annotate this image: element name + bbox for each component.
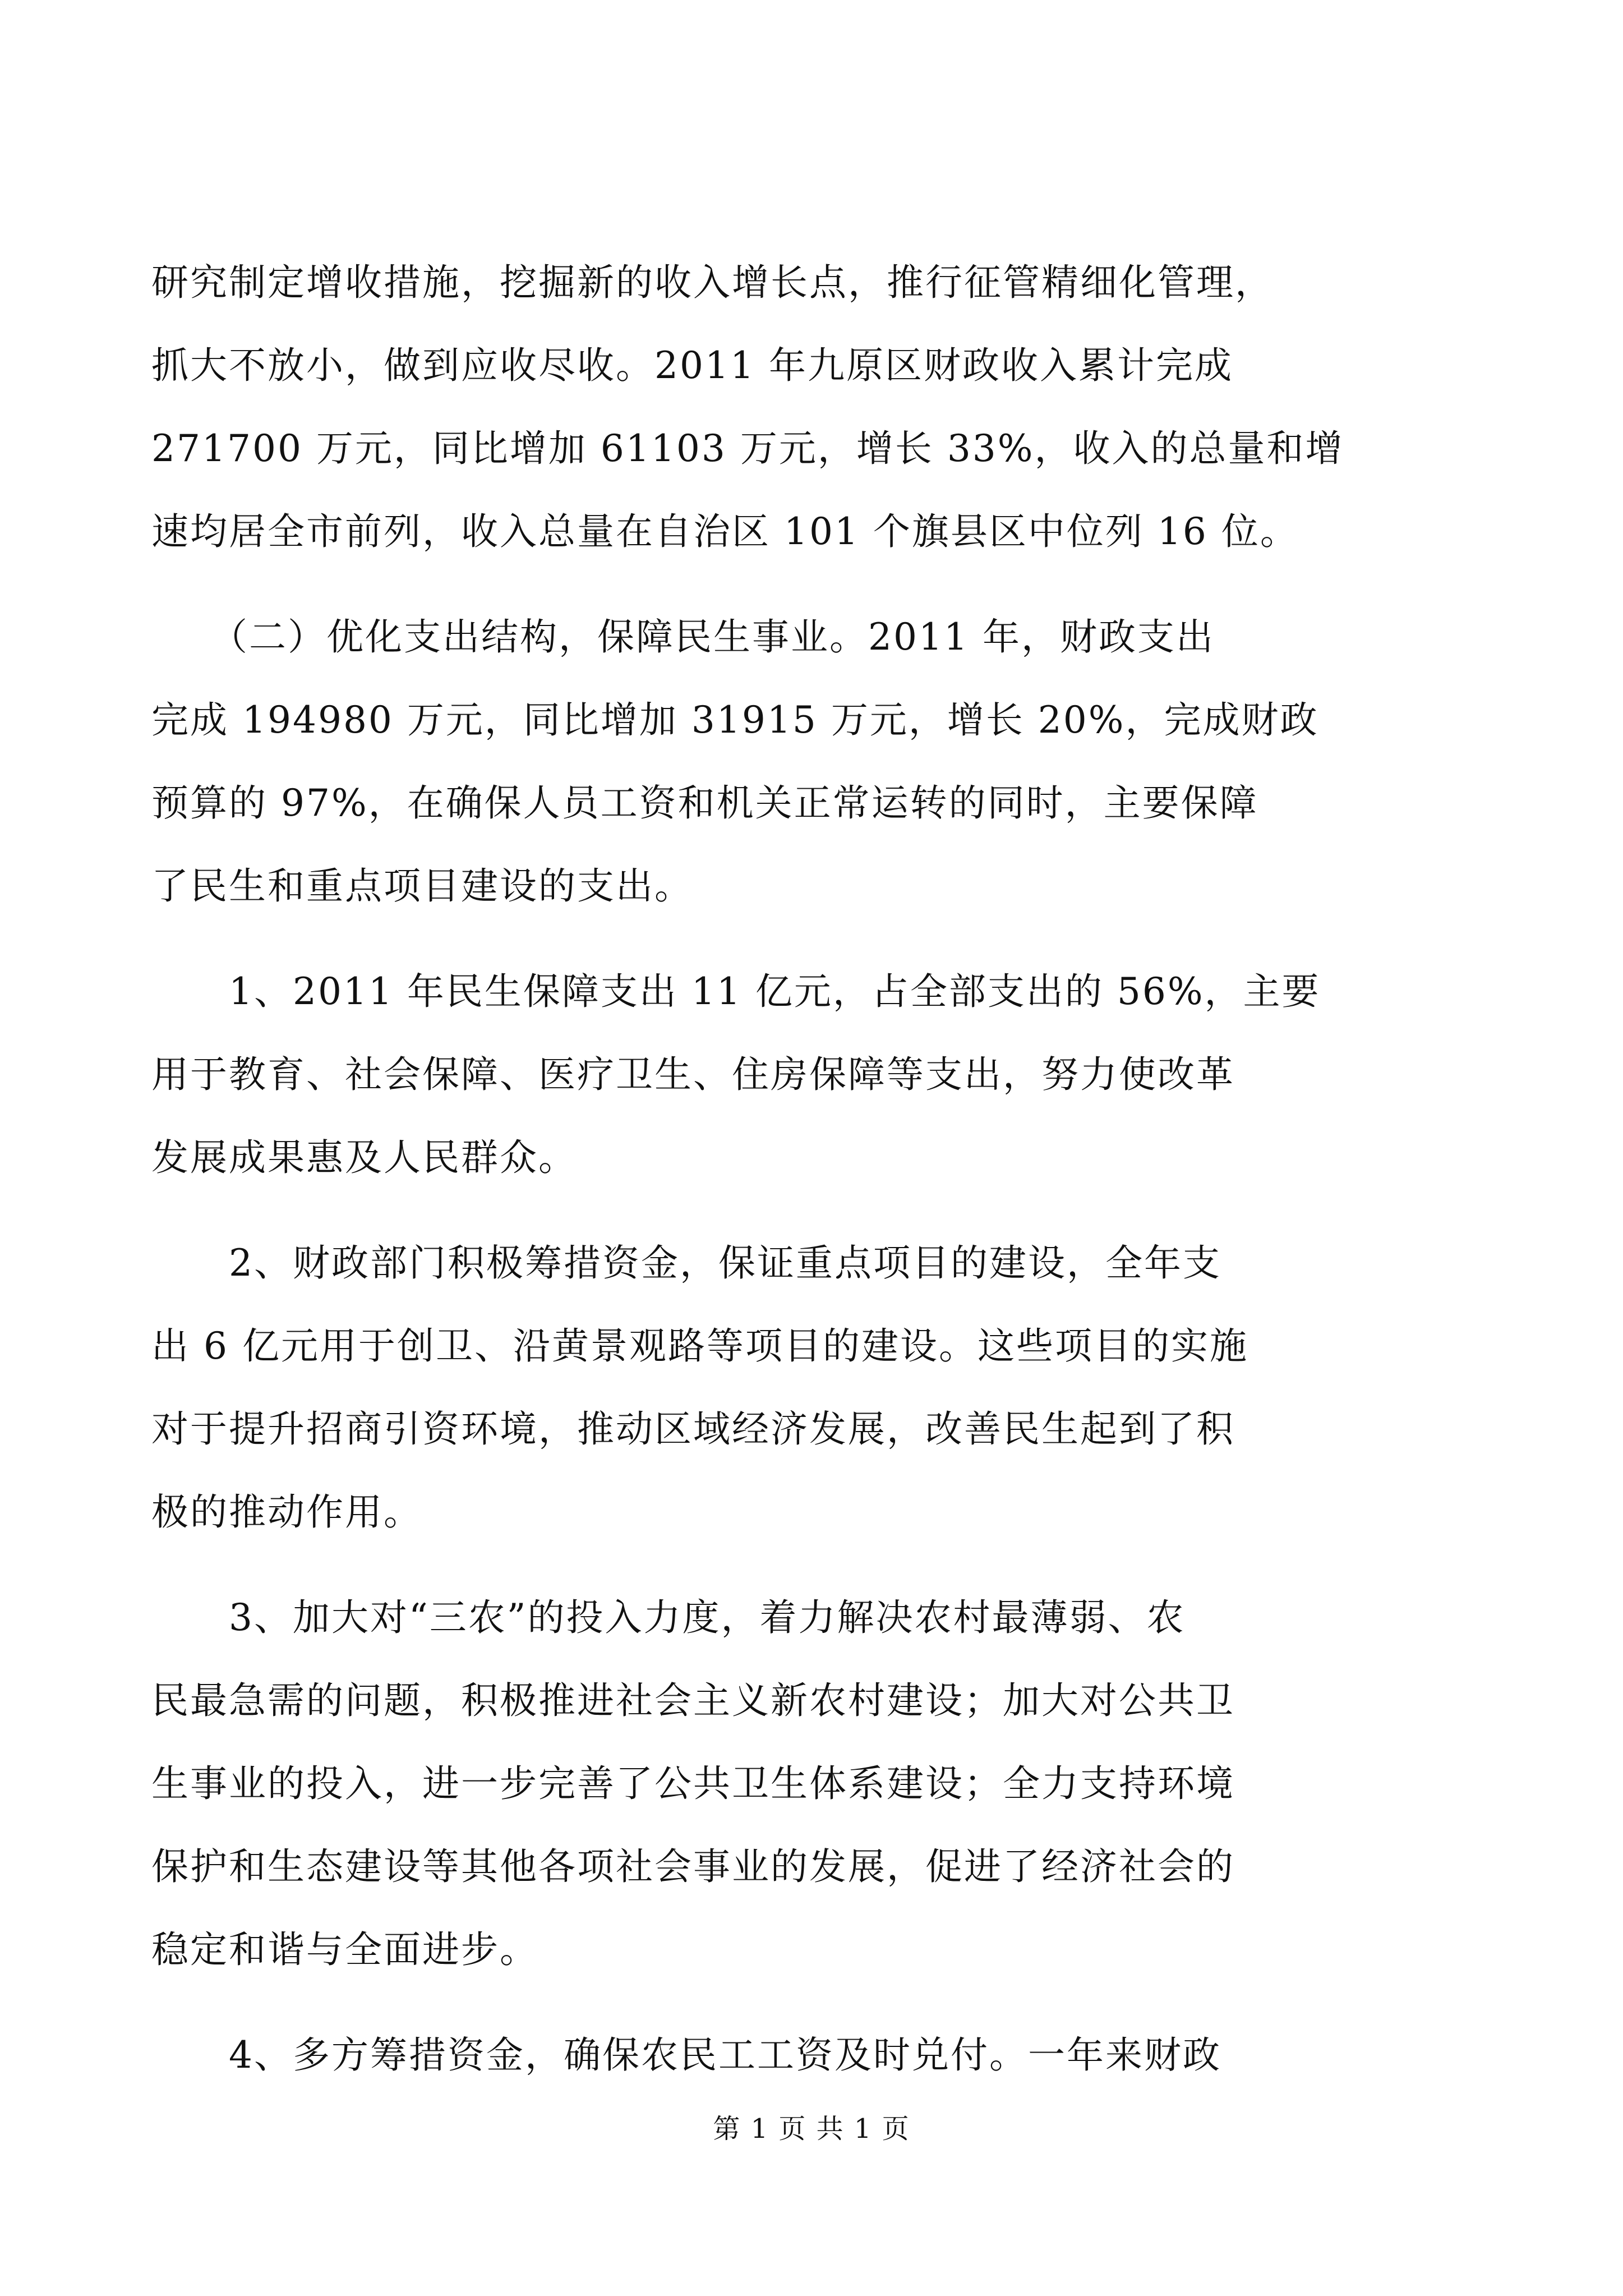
text-line: 稳定和谐与全面进步。: [151, 1928, 538, 1971]
document-body: [151, 241, 1419, 2097]
text-line: 2、财政部门积极筹措资金，保证重点项目的建设，全年支: [151, 1241, 1221, 1285]
text-line: 研究制定增收措施，挖掘新的收入增长点，推行征管精细化管理，: [151, 261, 1274, 304]
text-line: 1、2011 年民生保障支出 11 亿元，占全部支出的 56%，主要: [151, 970, 1321, 1013]
text-line: （二）优化支出结构，保障民生事业。2011 年，财政支出: [151, 615, 1215, 659]
text-line: 发展成果惠及人民群众。: [151, 1136, 577, 1179]
text-line: 用于教育、社会保障、医疗卫生、住房保障等支出，努力使改革: [151, 1053, 1235, 1096]
text-line: 了民生和重点项目建设的支出。: [151, 864, 693, 908]
text-line: 生事业的投入，进一步完善了公共卫生体系建设；全力支持环境: [151, 1762, 1235, 1805]
text-line: 271700 万元，同比增加 61103 万元，增长 33%，收入的总量和增: [151, 427, 1344, 470]
page-footer: [0, 2112, 1623, 2146]
text-line: 保护和生态建设等其他各项社会事业的发展，促进了经济社会的: [151, 1845, 1235, 1888]
text-line: 民最急需的问题，积极推进社会主义新农村建设；加大对公共卫: [151, 1679, 1235, 1722]
text-line: 预算的 97%，在确保人员工资和机关正常运转的同时，主要保障: [151, 781, 1258, 825]
page-number-label: 第 1 页 共 1 页: [713, 2113, 910, 2145]
text-line: 4、多方筹措资金，确保农民工工资及时兑付。一年来财政: [151, 2033, 1221, 2077]
text-line: 完成 194980 万元，同比增加 31915 万元，增长 20%，完成财政: [151, 698, 1319, 742]
text-line: 出 6 亿元用于创卫、沿黄景观路等项目的建设。这些项目的实施: [151, 1324, 1248, 1368]
text-line: 极的推动作用。: [151, 1490, 422, 1534]
text-line: 抓大不放小，做到应收尽收。2011 年九原区财政收入累计完成: [151, 344, 1233, 387]
text-line: 3、加大对“三农”的投入力度，着力解决农村最薄弱、农: [151, 1596, 1186, 1639]
text-line: 速均居全市前列，收入总量在自治区 101 个旗县区中位列 16 位。: [151, 510, 1299, 553]
text-line: 对于提升招商引资环境，推动区域经济发展，改善民生起到了积: [151, 1407, 1235, 1451]
